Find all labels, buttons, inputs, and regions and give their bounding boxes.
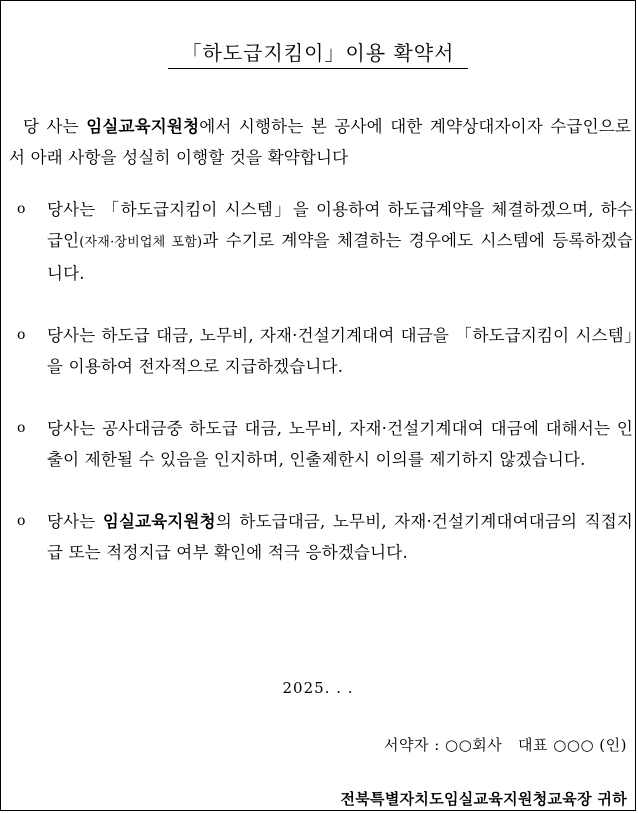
intro-paragraph <box>9 111 631 173</box>
bullet: o <box>17 513 26 529</box>
bullet: o <box>17 201 26 217</box>
pledge-item-1 <box>17 194 633 289</box>
pledge-4-org-name: 임실교육지원청 <box>102 512 216 531</box>
bullet: o <box>17 420 26 436</box>
pledge-item-2 <box>17 320 633 382</box>
pledge-1-note: (자재·장비업체 포함) <box>79 235 203 250</box>
intro-org-name: 임실교육지원청 <box>86 117 200 136</box>
pledge-1-text-1: 당사는 「하도급지킴이 시스템」을 이용하여 하도급계약을 체결하겠으며, 하수급인 <box>47 200 633 250</box>
pledge-item-4 <box>17 506 633 568</box>
recipient-line: 전북특별자치도임실교육지원청교육장 귀하 <box>340 790 627 808</box>
pledge-4-text-2: 의 하도급대금, 노무비, 자재·건설기계대여대금의 직접지급 또는 적정지급 여부 확인에 적극 응하겠습니다. <box>47 512 633 562</box>
pledge-item-3 <box>17 413 633 475</box>
intro-text-1: 당 사는 <box>23 117 87 136</box>
pledge-3-text: 당사는 공사대금중 하도급 대금, 노무비, 자재·건설기계대여 대금에 대해서는 인출이 제한될 수 있음을 인지하며, 인출제한시 이의를 제기하지 않겠습니다. <box>47 419 633 469</box>
title-container <box>1 37 635 69</box>
intro-text-2: 에서 시행하는 본 공사에 대한 계약상대자이자 수급인으로서 아래 사항을 성실히 이행할 것을 확약합니다 <box>9 117 631 167</box>
pledge-2-text: 당사는 하도급 대금, 노무비, 자재·건설기계대여 대금을 「하도급지킴이 시스템」을 이용하여 전자적으로 지급하겠습니다. <box>47 326 633 376</box>
pledge-list <box>17 194 633 568</box>
date-line: 2025. . . <box>282 679 354 697</box>
bullet: o <box>17 327 26 343</box>
pledge-4-text-1: 당사는 <box>47 512 103 531</box>
document-title: 「하도급지킴이」이용 확약서 <box>168 37 469 69</box>
signer-line: 서약자 : ○○회사 대표 ○○○ (인) <box>384 736 627 754</box>
pledge-1-text-2: 과 수기로 계약을 체결하는 경우에도 시스템에 등록하겠습니다. <box>47 231 633 283</box>
